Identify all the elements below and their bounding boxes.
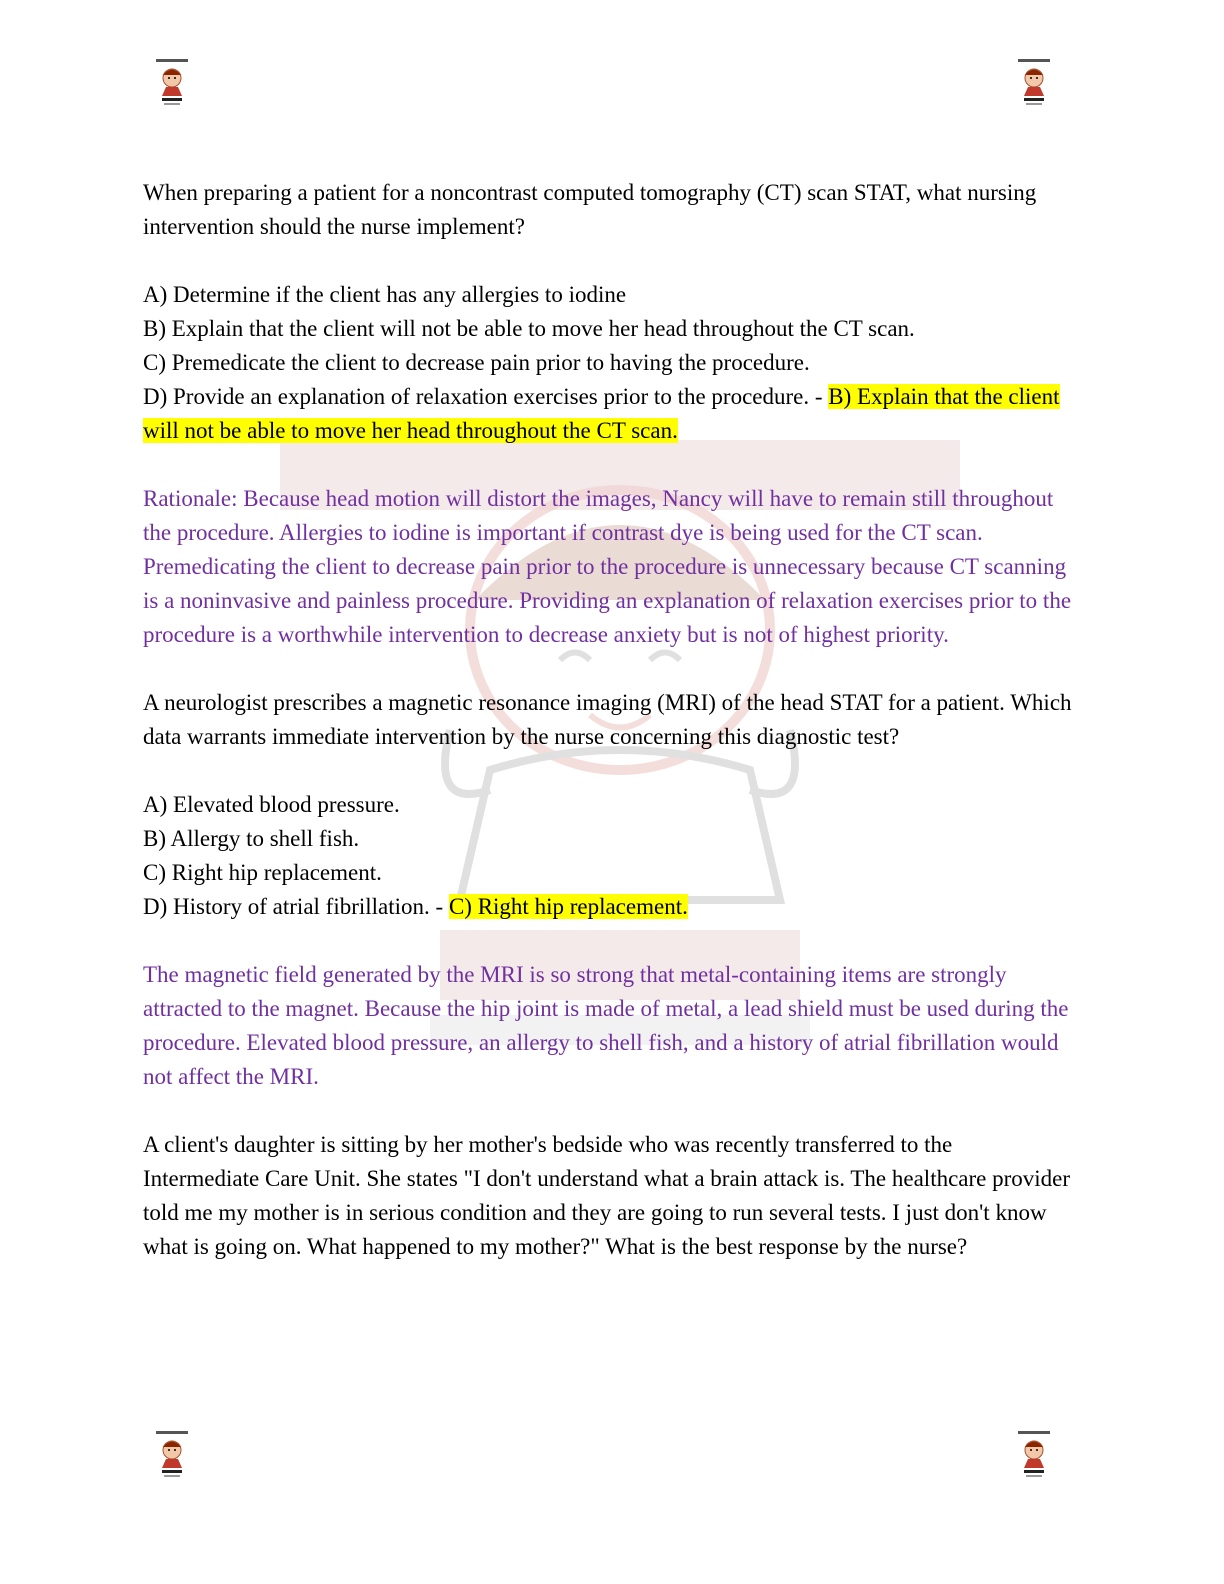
question-2-answer: C) Right hip replacement. [448,894,688,919]
logo-bottom-right [1004,1428,1064,1484]
question-1-options [143,278,1073,448]
brand-logo-icon [1004,1428,1064,1484]
question-3-stem: A client's daughter is sitting by her mother's bedside who was recently transferred to the Intermediate Care Unit. She states "I don't understand what a brain attack is. The healthcare provider told me my mother is in serious condition and they are going to run several tests. I just don't know what is going on. What happened to my mother?" What is the best response by the nurse? [143,1132,1071,1259]
question-1-rationale: Rationale: Because head motion will distort the images, Nancy will have to remain still throughout the procedure. Allergies to iodine is important if contrast dye is being used for the CT scan. Premedicating the client to decrease pain prior to the procedure is unnecessary because CT scanning is a noninvasive and painless procedure. Providing an explanation of relaxation exercises prior to the procedure is a worthwhile intervention to decrease anxiety but is not of highest priority. [143,486,1072,647]
logo-bottom-left [142,1428,202,1484]
brand-logo-icon [142,1428,202,1484]
question-1-option-a: A) Determine if the client has any allergies to iodine [143,282,627,307]
logo-top-right [1004,56,1064,112]
logo-top-left [142,56,202,112]
question-2-options [143,788,1073,924]
question-1-option-c: C) Premedicate the client to decrease pain prior to having the procedure. [143,350,810,375]
question-2-rationale: The magnetic field generated by the MRI is so strong that metal-containing items are strongly attracted to the magnet. Because the hip joint is made of metal, a lead shield must be used during the procedure. Elevated blood pressure, an allergy to shell fish, and a history of atrial fibrillation would not affect the MRI. [143,962,1069,1089]
document-body [143,176,1073,1298]
question-1-option-d: D) Provide an explanation of relaxation exercises prior to the procedure. - [143,384,823,409]
question-2-option-a: A) Elevated blood pressure. [143,792,400,817]
question-1-option-b: B) Explain that the client will not be able to move her head throughout the CT scan. [143,316,915,341]
brand-logo-icon [142,56,202,112]
question-2-option-d: D) History of atrial fibrillation. - [143,894,444,919]
question-1-option-d-with-answer [143,380,1073,448]
brand-logo-icon [1004,56,1064,112]
question-2-option-c: C) Right hip replacement. [143,860,382,885]
question-1-stem: When preparing a patient for a noncontrast computed tomography (CT) scan STAT, what nursing intervention should the nurse implement? [143,180,1037,239]
question-1-answer: B) Explain that the client will not be able to move her head throughout the CT scan. [143,384,1060,443]
question-2-stem: A neurologist prescribes a magnetic resonance imaging (MRI) of the head STAT for a patient. Which data warrants immediate intervention by the nurse concerning this diagnostic test? [143,690,1072,749]
question-2-option-d-with-answer [143,890,1073,924]
question-2-option-b: B) Allergy to shell fish. [143,826,360,851]
